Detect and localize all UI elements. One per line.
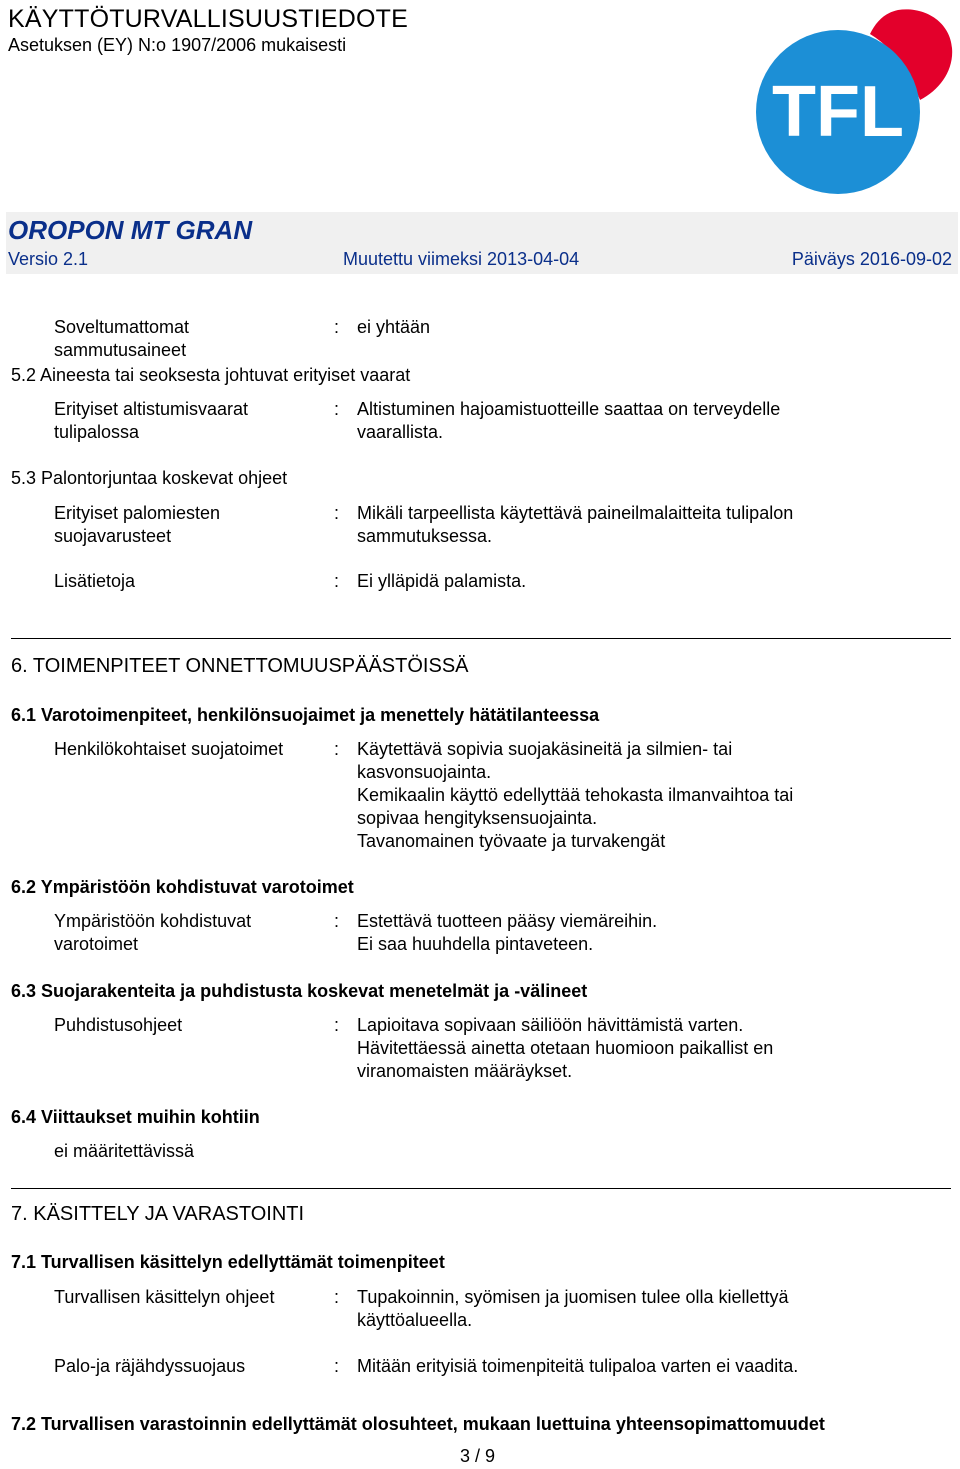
section-divider [11, 1188, 951, 1189]
safe-handling-label: Turvallisen käsittelyn ohjeet [54, 1287, 275, 1307]
heading-7-2: 7.2 Turvallisen varastoinnin edellyttämät olosuhteet, mukaan luettuina yhteensopimattomuudet [11, 1414, 825, 1434]
safe-handling-value: Tupakoinnin, syömisen ja juomisen tulee olla kiellettyä käyttöalueella. [357, 1287, 789, 1330]
personal-precautions-value: Käytettävä sopivia suojakäsineitä ja silmien- tai kasvonsuojainta. Kemikaalin käyttö edellyttää tehokasta ilmanvaihtoa tai sopivaa hengityksensuojainta. Tavanomainen työvaate ja turvakengät [357, 739, 794, 851]
logo-text: TFL [772, 72, 904, 152]
heading-7-1: 7.1 Turvallisen käsittelyn edellyttämät toimenpiteet [11, 1252, 445, 1272]
separator-colon: : [334, 739, 340, 759]
environmental-precautions-value: Estettävä tuotteen pääsy viemäreihin. Ei saa huuhdella pintaveteen. [357, 911, 658, 954]
separator-colon: : [334, 503, 340, 523]
document-title: KÄYTTÖTURVALLISUUSTIEDOTE [8, 5, 408, 33]
separator-colon: : [334, 1356, 340, 1376]
tfl-logo [720, 4, 958, 194]
personal-precautions-label: Henkilökohtaiset suojatoimet [54, 739, 284, 759]
separator-colon: : [334, 1015, 340, 1035]
fire-explosion-protection-value: Mitään erityisiä toimenpiteitä tulipaloa varten ei vaadita. [357, 1356, 799, 1376]
exposure-hazards-value: Altistuminen hajoamistuotteille saattaa on terveydelle vaarallista. [357, 399, 781, 442]
environmental-precautions-label: Ympäristöön kohdistuvat varotoimet [54, 911, 252, 954]
cleanup-methods-label: Puhdistusohjeet [54, 1015, 183, 1035]
separator-colon: : [334, 571, 340, 591]
heading-6-3: 6.3 Suojarakenteita ja puhdistusta koskevat menetelmät ja -välineet [11, 981, 588, 1001]
separator-colon: : [334, 911, 340, 931]
modified-date: Muutettu viimeksi 2013-04-04 [343, 249, 580, 269]
issue-date: Päiväys 2016-09-02 [791, 249, 952, 269]
additional-info-value: Ei ylläpidä palamista. [357, 571, 527, 591]
cleanup-methods-value: Lapioitava sopivaan säiliöön hävittämistä varten. Hävitettäessä ainetta otetaan huomioon paikallist en viranomaisten määräykset. [357, 1015, 774, 1081]
page-number: 3 / 9 [460, 1446, 496, 1466]
heading-5-2: 5.2 Aineesta tai seoksesta johtuvat erityiset vaarat [11, 365, 411, 385]
product-name: OROPON MT GRAN [8, 215, 253, 245]
separator-colon: : [334, 1287, 340, 1307]
unsuitable-media-value: ei yhtään [357, 317, 431, 337]
heading-6-2: 6.2 Ympäristöön kohdistuvat varotoimet [11, 877, 354, 897]
firefighter-ppe-value: Mikäli tarpeellista käytettävä paineilmalaitteita tulipalon sammutuksessa. [357, 503, 794, 546]
unsuitable-media-label: Soveltumattomat sammutusaineet [54, 317, 190, 360]
firefighter-ppe-label: Erityiset palomiesten suojavarusteet [54, 503, 221, 546]
section-divider [11, 638, 951, 639]
heading-section-6: 6. TOIMENPITEET ONNETTOMUUSPÄÄSTÖISSÄ [11, 655, 469, 677]
heading-section-7: 7. KÄSITTELY JA VARASTOINTI [11, 1203, 305, 1225]
heading-5-3: 5.3 Palontorjuntaa koskevat ohjeet [11, 468, 288, 488]
version-label: Versio 2.1 [8, 249, 89, 269]
heading-6-1: 6.1 Varotoimenpiteet, henkilönsuojaimet ja menettely hätätilanteessa [11, 705, 600, 725]
additional-info-label: Lisätietoja [54, 571, 136, 591]
references-text: ei määritettävissä [54, 1141, 195, 1161]
fire-explosion-protection-label: Palo-ja räjähdyssuojaus [54, 1356, 246, 1376]
heading-6-4: 6.4 Viittaukset muihin kohtiin [11, 1107, 260, 1127]
document-subtitle: Asetuksen (EY) N:o 1907/2006 mukaisesti [8, 35, 347, 55]
separator-colon: : [334, 317, 340, 337]
separator-colon: : [334, 399, 340, 419]
exposure-hazards-label: Erityiset altistumisvaarat tulipalossa [54, 399, 249, 442]
